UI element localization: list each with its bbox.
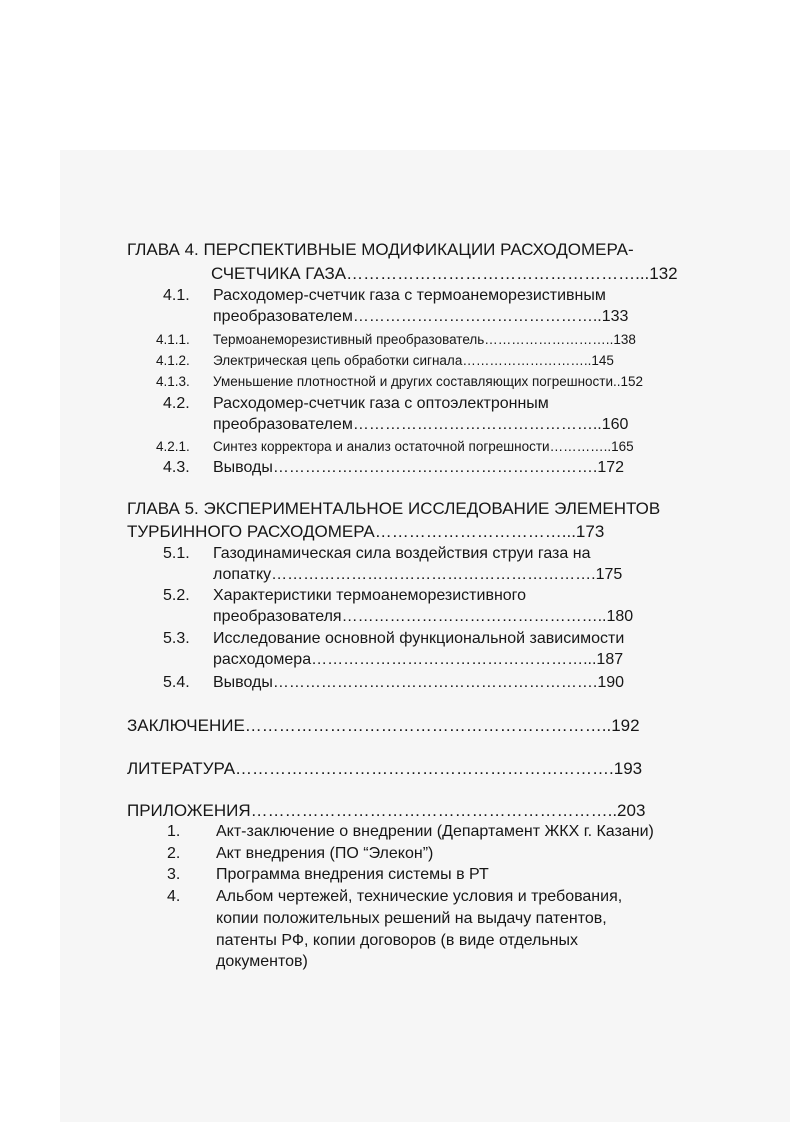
appendices-heading: ПРИЛОЖЕНИЯ………………………………………………………..203 (127, 801, 646, 820)
appendix-4-text-cont-2: патенты РФ, копии договоров (в виде отдельных (216, 932, 578, 949)
section-5-2-title-cont: преобразователя…………………………………………..180 (213, 608, 634, 625)
appendix-3-number: 3. (167, 866, 181, 883)
appendix-2-number: 2. (167, 845, 181, 862)
section-4-3-title: Выводы…………………………………………………….172 (213, 459, 625, 476)
section-5-3-title: Исследование основной функциональной зависимости (213, 630, 625, 647)
section-5-1-title: Газодинамическая сила воздействия струи газа на (213, 545, 591, 562)
section-5-1-number: 5.1. (163, 545, 190, 562)
section-4-2-number: 4.2. (163, 395, 190, 412)
chapter-4-heading-cont: СЧЕТЧИКА ГАЗА……………………………………………...132 (211, 264, 678, 283)
chapter-5-heading: ГЛАВА 5. ЭКСПЕРИМЕНТАЛЬНОЕ ИССЛЕДОВАНИЕ ЭЛЕМЕНТОВ (127, 499, 661, 518)
section-4-3-number: 4.3. (163, 459, 190, 476)
section-5-3-title-cont: расходомера……………………………………………...187 (213, 651, 624, 668)
section-5-4-title: Выводы…………………………………………………….190 (213, 674, 625, 691)
chapter-5-heading-cont: ТУРБИННОГО РАСХОДОМЕРА……………………………...173 (127, 522, 605, 541)
section-4-2-title-cont: преобразователем………………………………………..160 (213, 416, 629, 433)
section-5-2-title: Характеристики термоанемоpезистивного (213, 587, 527, 604)
appendix-2-text: Акт внедрения (ПО “Элекон”) (216, 845, 434, 862)
section-4-1-title-cont: преобразователем………………………………………..133 (213, 308, 629, 325)
appendix-4-text: Альбом чертежей, технические условия и требования, (216, 888, 623, 905)
section-4-1-title: Расходомер-счетчик газа с термоанеморезистивным (213, 287, 606, 304)
appendix-4-number: 4. (167, 888, 181, 905)
appendix-4-text-cont-1: копии положительных решений на выдачу патентов, (216, 910, 607, 927)
section-5-1-title-cont: лопатку…………………………………………………….175 (213, 566, 623, 583)
section-4-1-2-title: Электрическая цепь обработки сигнала………………………..145 (213, 353, 614, 368)
conclusion-entry: ЗАКЛЮЧЕНИЕ………………………………………………………..192 (127, 716, 640, 735)
section-4-2-title: Расходомер-счетчик газа с оптоэлектронным (213, 395, 549, 412)
section-5-2-number: 5.2. (163, 587, 190, 604)
appendix-1-number: 1. (167, 823, 181, 840)
appendix-4-text-cont-3: документов) (216, 953, 308, 970)
section-4-1-number: 4.1. (163, 287, 190, 304)
literature-entry: ЛИТЕРАТУРА………………………………………………………….193 (127, 759, 643, 778)
appendix-1-text: Акт-заключение о внедрении (Департамент ЖКХ г. Казани) (216, 823, 654, 840)
section-4-2-1-number: 4.2.1. (156, 439, 190, 454)
section-5-4-number: 5.4. (163, 674, 190, 691)
appendix-3-text: Программа внедрения системы в РТ (216, 866, 489, 883)
section-5-3-number: 5.3. (163, 630, 190, 647)
section-4-1-3-title: Уменьшение плотностной и других составляющих погрешности..152 (213, 374, 644, 389)
section-4-1-2-number: 4.1.2. (156, 353, 190, 368)
section-4-1-1-title: Термоанемоpезистивный преобразователь………………………..138 (213, 332, 636, 347)
section-4-2-1-title: Синтез корректора и анализ остаточной погрешности…………..165 (213, 439, 634, 454)
section-4-1-3-number: 4.1.3. (156, 374, 190, 389)
section-4-1-1-number: 4.1.1. (156, 332, 190, 347)
chapter-4-heading: ГЛАВА 4. ПЕРСПЕКТИВНЫЕ МОДИФИКАЦИИ РАСХОДОМЕРА- (127, 240, 634, 259)
